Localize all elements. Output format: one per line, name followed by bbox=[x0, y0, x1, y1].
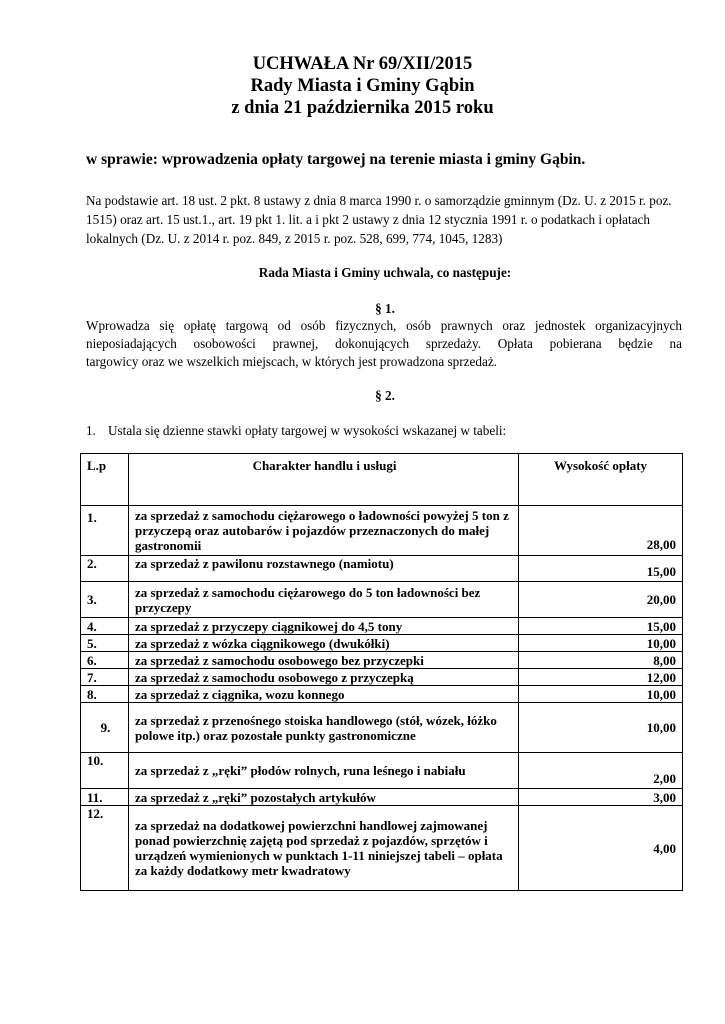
resolution-subject: w sprawie: wprowadzenia opłaty targowej na terenie miasta i gminy Gąbin. bbox=[86, 151, 586, 168]
row-description: za sprzedaż z wózka ciągnikowego (dwukółki) bbox=[129, 635, 519, 652]
row-lp: 6. bbox=[81, 652, 129, 669]
table-row bbox=[81, 686, 683, 703]
legal-basis: Na podstawie art. 18 ust. 2 pkt. 8 ustawy z dnia 8 marca 1990 r. o samorządzie gminnym (Dz. U. z 2015 r. poz. 1515) oraz art. 15 ust.1., art. 19 pkt 1. lit. a i pkt 2 ustawy z dnia 12 stycznia 1991 r. o podatkach i opłatach lokalnych (Dz. U. z 2014 r. poz. 849, z 2015 r. poz. 528, 699, 774, 1045, 1283) bbox=[86, 193, 672, 246]
fee-table bbox=[80, 453, 683, 891]
table-row bbox=[81, 789, 683, 806]
table-row bbox=[81, 753, 683, 789]
row-lp: 3. bbox=[81, 582, 129, 618]
item-text: Ustala się dzienne stawki opłaty targowej w wysokości wskazanej w tabeli: bbox=[108, 423, 507, 438]
row-amount: 10,00 bbox=[519, 703, 683, 753]
section-2-item-1 bbox=[86, 423, 506, 439]
row-amount: 15,00 bbox=[519, 556, 683, 582]
row-description: za sprzedaż z pawilonu rozstawnego (namiotu) bbox=[129, 556, 519, 582]
row-lp: 4. bbox=[81, 618, 129, 635]
resolution-title: UCHWAŁA Nr 69/XII/2015 bbox=[252, 54, 473, 74]
row-amount: 20,00 bbox=[519, 582, 683, 618]
row-lp: 5. bbox=[81, 635, 129, 652]
section-1-heading: § 1. bbox=[375, 301, 395, 316]
header-description: Charakter handlu i usługi bbox=[129, 454, 519, 506]
section-1-text bbox=[86, 317, 682, 371]
row-description: za sprzedaż z samochodu ciężarowego o ładowności powyżej 5 ton z przyczepą oraz autobarów i pojazdów przeznaczonych do małej gastronomii bbox=[129, 506, 519, 556]
row-lp: 2. bbox=[81, 556, 129, 582]
row-amount: 2,00 bbox=[519, 753, 683, 789]
section-1-line: targowicy oraz we wszelkich miejscach, w których jest prowadzona sprzedaż. bbox=[86, 354, 497, 369]
row-description: za sprzedaż z samochodu osobowego z przyczepką bbox=[129, 669, 519, 686]
row-lp: 12. bbox=[81, 806, 129, 891]
table-row bbox=[81, 582, 683, 618]
table-row bbox=[81, 669, 683, 686]
row-amount: 12,00 bbox=[519, 669, 683, 686]
table-row bbox=[81, 556, 683, 582]
row-description: za sprzedaż z przenośnego stoiska handlowego (stół, wózek, łóżko polowe itp.) oraz pozostałe punkty gastronomiczne bbox=[129, 703, 519, 753]
item-number: 1. bbox=[86, 423, 96, 438]
section-1-line: nieposiadających osobowości prawnej, dokonujących sprzedaży. Opłata pobierana będzie na bbox=[86, 336, 682, 351]
resolves-statement: Rada Miasta i Gminy uchwala, co następuje: bbox=[258, 265, 512, 280]
table-row bbox=[81, 618, 683, 635]
row-description: za sprzedaż na dodatkowej powierzchni handlowej zajmowanej ponad powierzchnię zajętą pod sprzedaż z pojazdów, sprzętów i urządzeń wymienionych w punktach 1-11 niniejszej tabeli – opłata za każdy dodatkowy metr kwadratowy bbox=[129, 806, 519, 891]
row-description: za sprzedaż z „ręki” pozostałych artykułów bbox=[129, 789, 519, 806]
row-lp: 10. bbox=[81, 753, 129, 789]
resolution-date: z dnia 21 października 2015 roku bbox=[231, 98, 494, 118]
header-lp: L.p bbox=[81, 454, 129, 506]
row-amount: 4,00 bbox=[519, 806, 683, 891]
table-header-row bbox=[81, 454, 683, 506]
row-lp: 8. bbox=[81, 686, 129, 703]
row-lp: 7. bbox=[81, 669, 129, 686]
section-1-line: Wprowadza się opłatę targową od osób fizycznych, osób prawnych oraz jednostek organizacyjnych bbox=[86, 318, 682, 333]
header-amount: Wysokość opłaty bbox=[519, 454, 683, 506]
row-description: za sprzedaż z samochodu osobowego bez przyczepki bbox=[129, 652, 519, 669]
row-description: za sprzedaż z przyczepy ciągnikowej do 4,5 tony bbox=[129, 618, 519, 635]
table-row bbox=[81, 635, 683, 652]
council-name: Rady Miasta i Gminy Gąbin bbox=[250, 76, 475, 96]
row-description: za sprzedaż z ciągnika, wozu konnego bbox=[129, 686, 519, 703]
table-row bbox=[81, 703, 683, 753]
row-lp: 1. bbox=[81, 506, 129, 556]
table-row bbox=[81, 652, 683, 669]
row-amount: 10,00 bbox=[519, 686, 683, 703]
row-amount: 8,00 bbox=[519, 652, 683, 669]
row-description: za sprzedaż z samochodu ciężarowego do 5 ton ładowności bez przyczepy bbox=[129, 582, 519, 618]
row-amount: 10,00 bbox=[519, 635, 683, 652]
table-row bbox=[81, 506, 683, 556]
row-lp: 9. bbox=[81, 703, 129, 753]
row-amount: 15,00 bbox=[519, 618, 683, 635]
row-amount: 3,00 bbox=[519, 789, 683, 806]
row-description: za sprzedaż z „ręki” płodów rolnych, runa leśnego i nabiału bbox=[129, 753, 519, 789]
row-amount: 28,00 bbox=[519, 506, 683, 556]
section-2-heading: § 2. bbox=[375, 388, 395, 403]
row-lp: 11. bbox=[81, 789, 129, 806]
table-row bbox=[81, 806, 683, 891]
